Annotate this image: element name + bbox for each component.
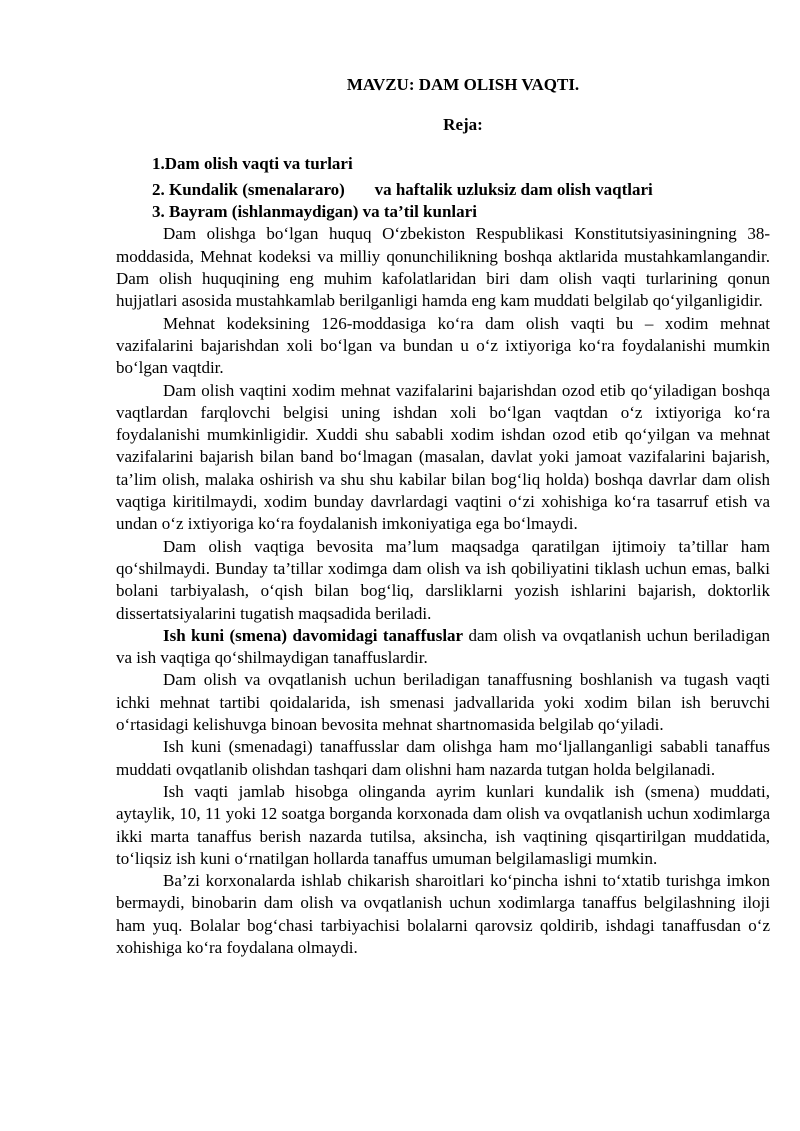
plan-item: 1.Dam olish vaqti va turlari bbox=[152, 153, 353, 173]
body-paragraph: Ish vaqti jamlab hisobga olinganda ayrim kunlari kundalik ish (smena) muddati, aytaylik, 10, 11 yoki 12 soatga borganda korxonada dam olish va ovqatlanish uchun xodimlarga ikki marta tanaffus berish nazarda tutilsa, aksincha, ish vaqtining qisqartirilgan muddatida, to‘liqsiz ish kuni o‘rnatilgan hollarda tanaffus umuman belgilamasligi mumkin. bbox=[116, 781, 770, 868]
body-paragraph: Ish kuni (smenadagi) tanaffusslar dam olishga ham mo‘ljallanganligi sababli tanaffus muddati ovqatlanib olishdan tashqari dam olishni ham nazarda tutgan holda belgilanadi. bbox=[116, 737, 770, 779]
body-paragraph: Ba’zi korxonalarda ishlab chikarish sharoitlari ko‘pincha ishni to‘xtatib turishga imkon bermaydi, binobarin dam olish va ovqatlanish uchun xodimlarga tanaffus belgilashning iloji ham yuq. Bolalar bog‘chasi tarbiyachisi bolalarni qarovsiz qoldirib, ishdagi tanaffusdan o‘z xohishiga ko‘ra foydalana olmaydi. bbox=[116, 871, 770, 957]
body-paragraph: Mehnat kodeksining 126-moddasiga ko‘ra dam olish vaqti bu – xodim mehnat vazifalarini bajarishdan xoli bo‘lgan va bundan u o‘z ixtiyoriga ko‘ra foydalanishi mumkin bo‘lgan vaqtdir. bbox=[116, 313, 770, 378]
body-paragraph: Dam olish vaqtini xodim mehnat vazifalarini bajarishdan ozod etib qo‘yiladigan boshqa vaqtlardan farqlovchi belgisi uning ishdan xoli bo‘lgan vaqtdan o‘z ixtiyoriga ko‘ra foydalanishi mumkinligidir. Xuddi shu sababli xodim ishdan ozod etib qo‘yilgan va mehnat vazifalarini bajarish bilan band bo‘lmagan (masalan, davlat yoki jamoat vazifalarini bajarish, ta’lim olish, malaka oshirish va shu shu kabilar bilan bog‘liq holda) boshqa davrlar dam olish vaqtiga kiritilmaydi, xodim bunday davrlardagi vaqtini o‘zi xohishiga ko‘ra tasarruf etish va undan o‘z ixtiyoriga ko‘ra foydalanish imkoniyatiga ega bo‘lmaydi. bbox=[116, 380, 770, 534]
plan-item: 3. Bayram (ishlanmaydigan) va ta’til kunlari bbox=[152, 202, 477, 222]
plan-heading: Reja: bbox=[443, 115, 483, 135]
document-title: MAVZU: DAM OLISH VAQTI. bbox=[346, 75, 580, 94]
bold-term: Ish kuni (smena) davomidagi tanaffuslar bbox=[163, 625, 464, 645]
paragraph-text: dam olish va ovqatlanish uchun beriladigan va ish vaqtiga qo‘shilmaydigan tanaffuslardir. bbox=[116, 625, 770, 668]
document-page bbox=[116, 74, 770, 959]
body-paragraph bbox=[116, 625, 770, 670]
plan-item: 2. Kundalik (smenalararo) va haftalik uzluksiz dam olish vaqtlari bbox=[152, 179, 653, 199]
body-paragraph: Dam olishga bo‘lgan huquq O‘zbekiston Respublikasi Konstitutsiyasiningning 38-moddasida, Mehnat kodeksi va milliy qonunchilikning boshqa aktlarida mustahkamlangandir. Dam olish huquqining eng muhim kafolatlaridan biri dam olish vaqti turlarining qonun hujjatlari asosida mustahkamlab berilganligi hamda eng kam muddati belgilab qo‘yilganligidir. bbox=[116, 224, 770, 311]
body-paragraph: Dam olish va ovqatlanish uchun beriladigan tanaffusning boshlanish va tugash vaqti ichki mehnat tartibi qoidalarida, ish smenasi jadvallarida yoki xodim bilan ish beruvchi o‘rtasidagi kelishuvga binoan bevosita mehnat shartnomasida belgilab qo‘yiladi. bbox=[116, 670, 770, 735]
body-paragraph: Dam olish vaqtiga bevosita ma’lum maqsadga qaratilgan ijtimoiy ta’tillar ham qo‘shilmaydi. Bunday ta’tillar xodimga dam olish va ish qobiliyatini tiklash uchun emas, balki bolani tarbiyalash, o‘qish bilan bog‘liq, darsliklarni yozish ishlarini bajarish, doktorlik dissertatsiyalarini tugatish maqsadida beriladi. bbox=[116, 536, 770, 623]
